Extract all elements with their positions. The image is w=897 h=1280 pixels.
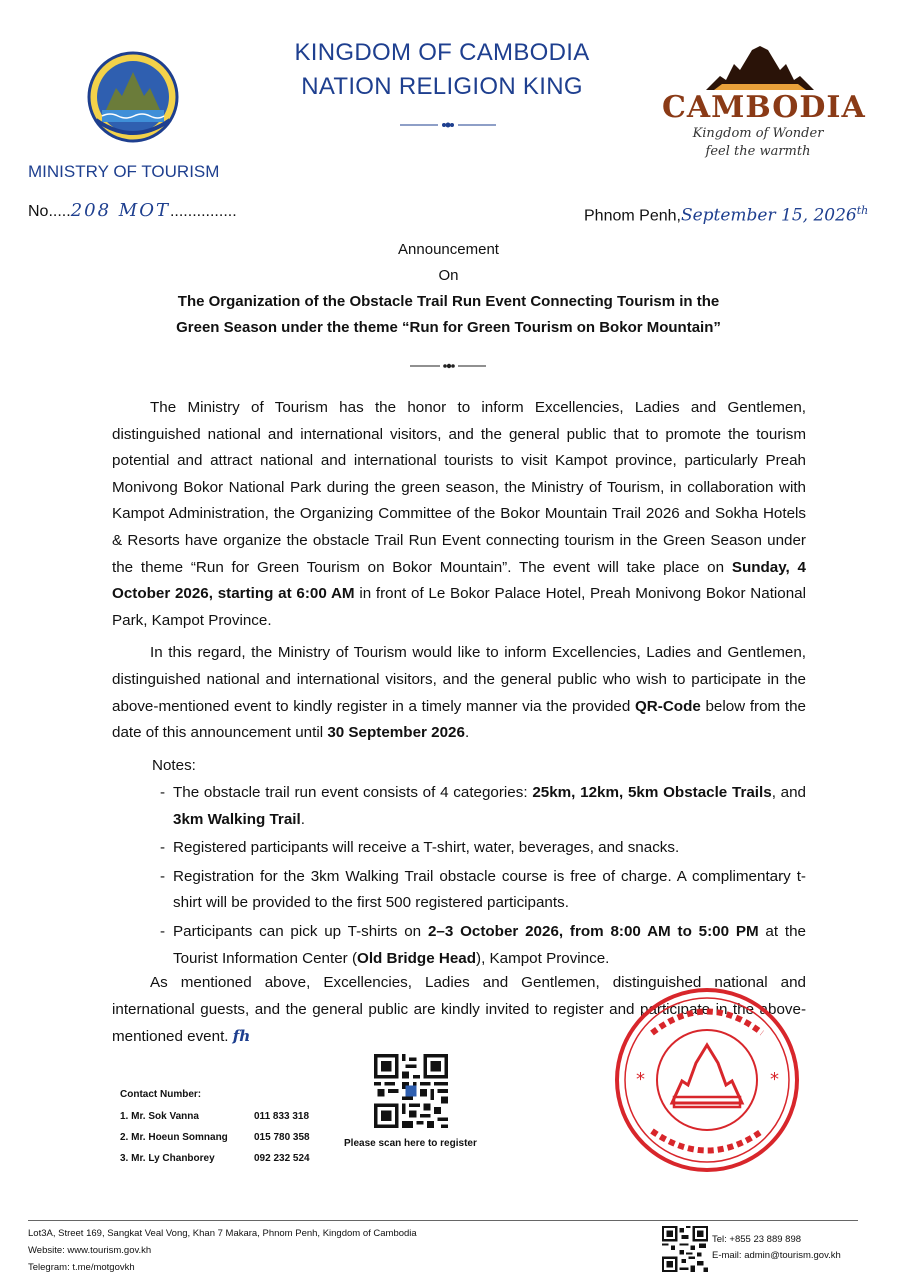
footer-telegram[interactable]: Telegram: t.me/motgovkh xyxy=(28,1262,135,1273)
footer-telephone[interactable]: Tel: +855 23 889 898 xyxy=(712,1234,802,1245)
contact-name: 3. Mr. Ly Chanborey xyxy=(120,1153,215,1164)
contact-phone[interactable]: 015 780 358 xyxy=(254,1132,310,1143)
footer-website[interactable]: Website: www.tourism.gov.kh xyxy=(28,1245,152,1256)
registration-qr-code[interactable] xyxy=(374,1054,448,1128)
note-item: - Registration for the 3km Walking Trail obstacle course is free of charge. A complimentary t-shirt will be provided to the first 500 registered participants. xyxy=(160,867,806,912)
footer-address: Lot3A, Street 169, Sangkat Veal Vong, Khan 7 Makara, Phnom Penh, Kingdom of Cambodia xyxy=(28,1228,417,1239)
document-number: No.....208 MOT............... xyxy=(28,200,237,221)
qr-code-keyword: QR-Code xyxy=(634,697,701,715)
document-number-label: No. xyxy=(28,203,53,220)
paragraph-registration: In this regard, the Ministry of Tourism would like to inform Excellencies, Ladies and Gentlemen, distinguished national and international visitors, and the general public who wish to participate in the above-mentioned event to kindly register in a timely manner via the provided QR-Code below from the date of this announcement until 30 September 2026. xyxy=(112,644,806,742)
footer-divider xyxy=(28,1220,858,1221)
document-number-dots: ............... xyxy=(169,203,237,220)
ministry-of-tourism-logo xyxy=(86,50,180,144)
closing-paragraph: As mentioned above, Excellencies, Ladies and Gentlemen, distinguished national and international guests, and the general public are kindly invited to register and participate in the above-mentioned event. fh xyxy=(112,974,806,1046)
brand-tagline-feel-the-warmth: feel the warmth xyxy=(705,144,811,159)
place-and-date xyxy=(584,204,868,225)
title-flourish-ornament xyxy=(400,362,496,370)
flourish-ornament xyxy=(400,121,496,129)
announcement-on: On xyxy=(438,267,459,284)
contact-name: 1. Mr. Sok Vanna xyxy=(120,1111,199,1122)
document-number-handwritten: 208 MOT xyxy=(70,200,170,221)
letterhead-kingdom xyxy=(200,36,684,104)
announcement-subject-line1: The Organization of the Obstacle Trail Run Event Connecting Tourism in the xyxy=(177,293,720,310)
note-item: - Participants can pick up T-shirts on 2–3 October 2026, from 8:00 AM to 5:00 PM at the Tourist Information Center (Old Bridge Head), Kampot Province. xyxy=(160,922,807,967)
handwritten-date: September 15, 2026 xyxy=(680,205,857,226)
announcement-subject-line2: Green Season under the theme “Run for Green Tourism on Bokor Mountain” xyxy=(176,319,721,336)
note-item: - Registered participants will receive a T-shirt, water, beverages, and snacks. xyxy=(160,839,680,857)
footer-qr-code[interactable] xyxy=(662,1226,708,1272)
notes-list xyxy=(160,780,806,974)
announcement-heading: Announcement xyxy=(398,241,499,258)
contact-phone[interactable]: 011 833 318 xyxy=(254,1111,310,1122)
contact-name: 2. Mr. Hoeun Somnang xyxy=(120,1132,228,1143)
place-label: Phnom Penh, xyxy=(584,207,681,225)
angkor-temple-icon xyxy=(700,46,820,92)
brand-tagline-kingdom-of-wonder: Kingdom of Wonder xyxy=(692,126,824,141)
notes-heading: Notes: xyxy=(152,757,196,774)
announcement-body xyxy=(112,395,806,747)
cambodia-brand-name: CAMBODIA xyxy=(662,90,866,125)
svg-text:*: * xyxy=(770,1069,779,1090)
svg-text:*: * xyxy=(636,1069,645,1090)
handwritten-initials: fh xyxy=(232,1027,251,1046)
event-date-time: Sunday, 4 October 2026, starting at 6:00 AM xyxy=(112,558,806,603)
footer-email[interactable]: E-mail: admin@tourism.gov.kh xyxy=(712,1250,841,1261)
contact-phone[interactable]: 092 232 524 xyxy=(254,1153,310,1164)
kingdom-title: KINGDOM OF CAMBODIA xyxy=(294,39,590,66)
official-seal-stamp xyxy=(612,985,802,1175)
ministry-name: MINISTRY OF TOURISM xyxy=(28,162,220,181)
date-suffix: th xyxy=(856,204,869,217)
qr-code-caption: Please scan here to register xyxy=(344,1138,477,1149)
registration-deadline: 30 September 2026 xyxy=(327,724,465,742)
national-motto: NATION RELIGION KING xyxy=(301,73,583,100)
note-item: - The obstacle trail run event consists of 4 categories: 25km, 12km, 5km Obstacle Trails, and 3km Walking Trail. xyxy=(160,784,806,828)
paragraph-event-details: The Ministry of Tourism has the honor to inform Excellencies, Ladies and Gentlemen, distinguished national and international visitors, and the general public that to promote the tourism potential and attract national and international tourists to visit Kampot province, particularly Preah Monivong Bokor National Park during the green season, the Ministry of Tourism, in collaboration with Kampot Administration, the Organizing Committee of the Bokor Mountain Trail 2026 and Sokha Hotels & Resorts have organize the obstacle Trail Run Event connecting tourism in the Green Season under the theme “Run for Green Tourism on Bokor Mountain”. The event will take place on Sunday, 4 October 2026, starting at 6:00 AM in front of Le Bokor Palace Hotel, Preah Monivong Bokor National Park, Kampot Province. xyxy=(112,399,807,629)
contact-heading: Contact Number: xyxy=(120,1089,202,1100)
